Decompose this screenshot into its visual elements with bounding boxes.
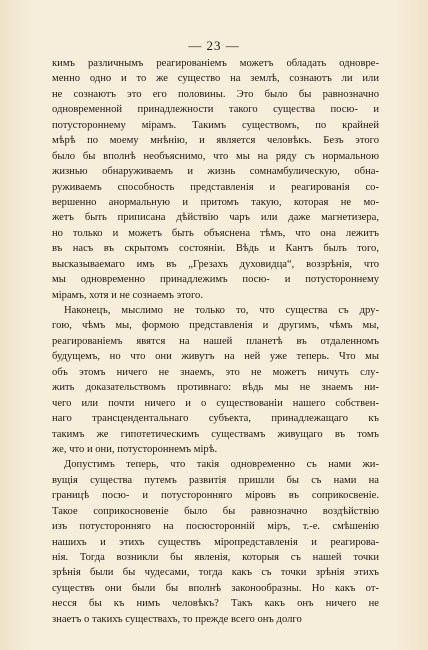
text-line: жетъ быть приписана дѣйствію чаръ или даже магнетизера, [52,212,379,224]
body-text [52,56,379,627]
text-line: вершенно анормальную и притомъ такую, которая не мо- [52,196,379,208]
text-line: менно одно и то же существо на землѣ, сознаютъ ли или [52,73,379,85]
text-line: границѣ посю- и потусторонняго міровъ въ соприкосвеніе. [52,490,379,502]
text-line: гою, чѣмъ мы, формою представленія и другимъ, чѣмъ мы, [52,320,379,332]
text-line: высказываемаго имъ въ „Грезахъ духовидца“, воззрѣнія, что [52,258,379,270]
text-line: но только и можетъ быть объяснена тѣмъ, что она лежитъ [52,227,379,239]
text-line: было бы вполнѣ необъяснимо, что мы на ряду съ нормальною [52,150,379,162]
text-line: мірамъ, хотя и не сознаемъ этого. [52,289,203,301]
text-line: существъ они были бы вполнѣ законообразны. Но какъ от- [52,582,379,594]
text-line: нія. Тогда возникли бы явленія, которыя съ нашей точки [52,552,379,563]
text-line: въ насъ въ скрытомъ состояніи. Вѣдь и Кантъ былъ того, [52,243,379,255]
text-line: Такое соприкосновеніе было бы равнозначно воздѣйствію [52,505,379,517]
page-number: — 23 — [188,38,240,53]
text-line: объ этомъ ничего не знаемъ, это не можетъ ничуть слу- [52,366,379,378]
text-line: одновременной принадлежности такого существа посю- и [52,104,379,116]
text-line: мы одновременно принадлежимъ посю- и потустороннему [52,274,379,286]
text-line: кимъ различнымъ реагированіемъ можетъ обладать одновре- [52,58,379,69]
text-line: реагированіемъ явятся на нашей планетѣ въ отдаленномъ [52,335,379,347]
text-line: чего или почти ничего и о существованіи нашего собствен- [52,397,379,409]
text-line: будущемъ, но что они живутъ на ней уже теперь. Что мы [52,351,379,363]
text-line: руживаемъ способность представленія и реагированія со- [52,181,379,193]
text-line: потустороннему мірамъ. Такимъ существомъ, по крайней [52,119,379,131]
text-line: мѣрѣ по моему мнѣнію, и является человѣкъ. Безъ этого [52,135,379,147]
text-line: такимъ же гипотетическимъ существамъ живущаго въ томъ [52,428,379,440]
text-line: не сознаютъ это его половины. Это было бы равнозначно [52,88,379,100]
text-line: знаетъ о такихъ существахъ, то прежде всего онъ долго [52,613,302,625]
text-line: жить доказательствомъ противнаго: вѣдь мы не знаемъ ни- [52,382,379,394]
text-line: изъ потусторонняго на посюсторонній міръ, т.-е. смѣшенію [52,521,379,533]
text-line: вущія существа путемъ развитія пришли бы съ нами на [52,474,379,486]
text-line: зрѣнія были бы чудесами, тогда какъ съ точки зрѣнія этихъ [52,567,379,579]
text-line: Наконецъ, мыслимо не только то, что существа съ дру- [64,305,379,316]
text-line: жизнью обнаруживаемъ и жизнь сомнамбулическую, обна- [52,166,379,178]
text-line: нашихъ и этихъ существъ міропредставленія и реагирова- [52,536,379,548]
text-line: Допустимъ теперь, что такія одновременно съ нами жи- [64,459,379,471]
text-line: же, что и они, потустороннемъ мірѣ. [52,443,218,455]
text-line: несся бы къ нимъ человѣкъ? Такъ какъ онъ ничего не [52,598,379,610]
text-line: наго трансцендентальнаго субъекта, принадлежащаго къ [52,413,379,425]
